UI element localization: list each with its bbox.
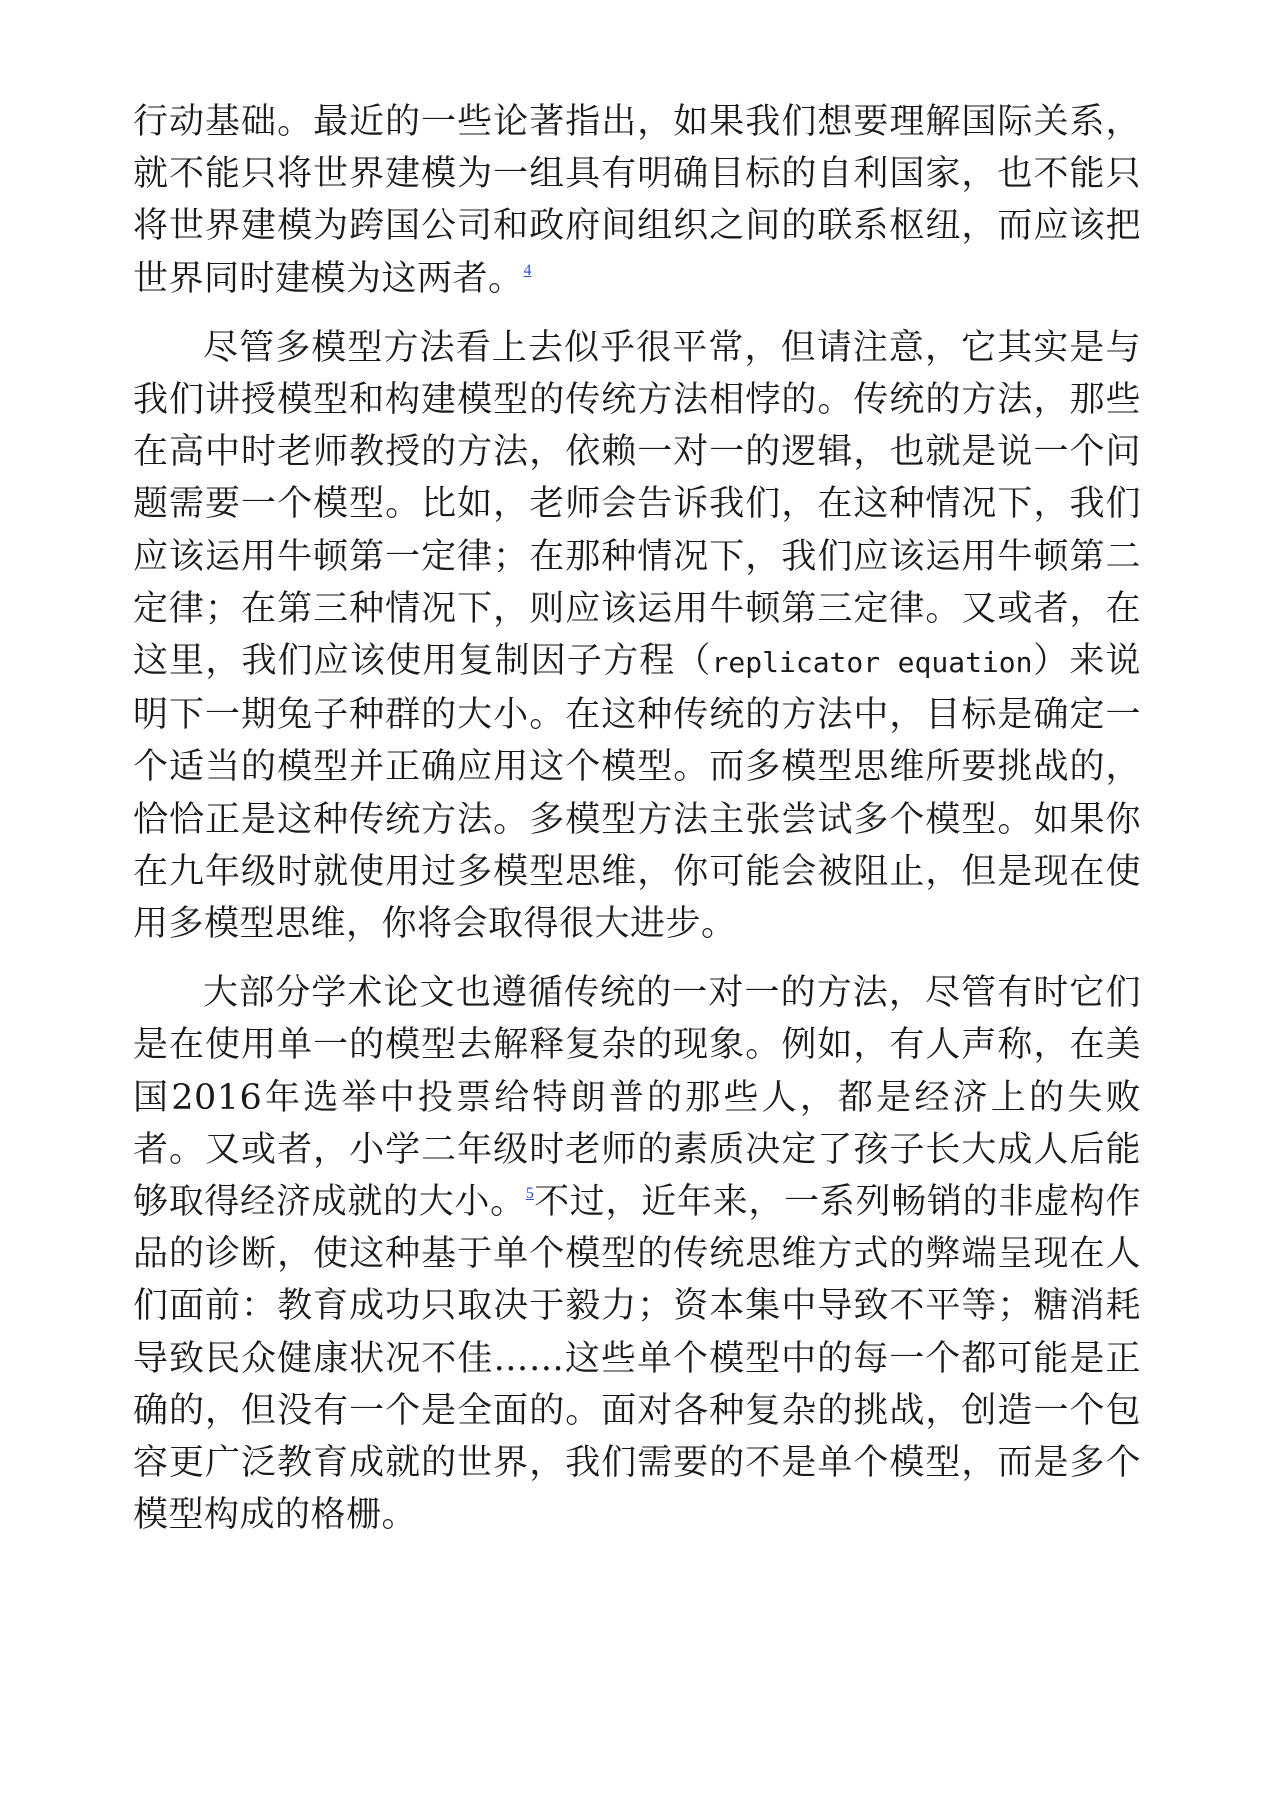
paragraph-3-text-a: 大部分学术论文也遵循传统的一对一的方法，尽管有时它们是在使用单一的模型去解释复杂的现象。例如，有人声称，在美国2016年选举中投票给特朗普的那些人，都是经济上的失败者。又或者，小学二年级时老师的素质决定了孩子长大成人后能够取得经济成就的大小。 — [133, 973, 1141, 1223]
footnote-ref-5[interactable]: 5 — [525, 1185, 534, 1203]
paragraph-1 — [133, 96, 1141, 305]
paragraph-3-text-b: 不过，近年来，一系列畅销的非虚构作品的诊断，使这种基于单个模型的传统思维方式的弊端呈现在人们面前：教育成功只取决于毅力；资本集中导致不平等；糖消耗导致民众健康状况不佳……这些单个模型中的每一个都可能是正确的，但没有一个是全面的。面对各种复杂的挑战，创造一个包容更广泛教育成就的世界，我们需要的不是单个模型，而是多个模型构成的格栅。 — [133, 1182, 1141, 1536]
paragraph-2-latin-term: replicator equation — [711, 646, 1033, 680]
footnote-ref-4[interactable]: 4 — [523, 261, 532, 279]
paragraph-2-text-a: 尽管多模型方法看上去似乎很平常，但请注意，它其实是与我们讲授模型和构建模型的传统方法相悖的。传统的方法，那些在高中时老师教授的方法，依赖一对一的逻辑，也就是说一个问题需要一个模型。比如，老师会告诉我们，在这种情况下，我们应该运用牛顿第一定律；在那种情况下，我们应该运用牛顿第二定律；在第三种情况下，则应该运用牛顿第三定律。又或者，在这里，我们应该使用复制因子方程（ — [133, 327, 1141, 682]
paragraph-3 — [133, 967, 1141, 1541]
paragraph-2 — [133, 322, 1141, 950]
body-text — [133, 96, 1141, 1558]
paragraph-1-text: 行动基础。最近的一些论著指出，如果我们想要理解国际关系，就不能只将世界建模为一组具有明确目标的自利国家，也不能只将世界建模为跨国公司和政府间组织之间的联系枢纽，而应该把世界同时建模为这两者。 — [133, 102, 1141, 299]
paragraph-2-text-b: ）来说明下一期兔子种群的大小。在这种传统的方法中，目标是确定一个适当的模型并正确应用这个模型。而多模型思维所要挑战的，恰恰正是这种传统方法。多模型方法主张尝试多个模型。如果你在九年级时就使用过多模型思维，你可能会被阻止，但是现在使用多模型思维，你将会取得很大进步。 — [133, 641, 1141, 945]
